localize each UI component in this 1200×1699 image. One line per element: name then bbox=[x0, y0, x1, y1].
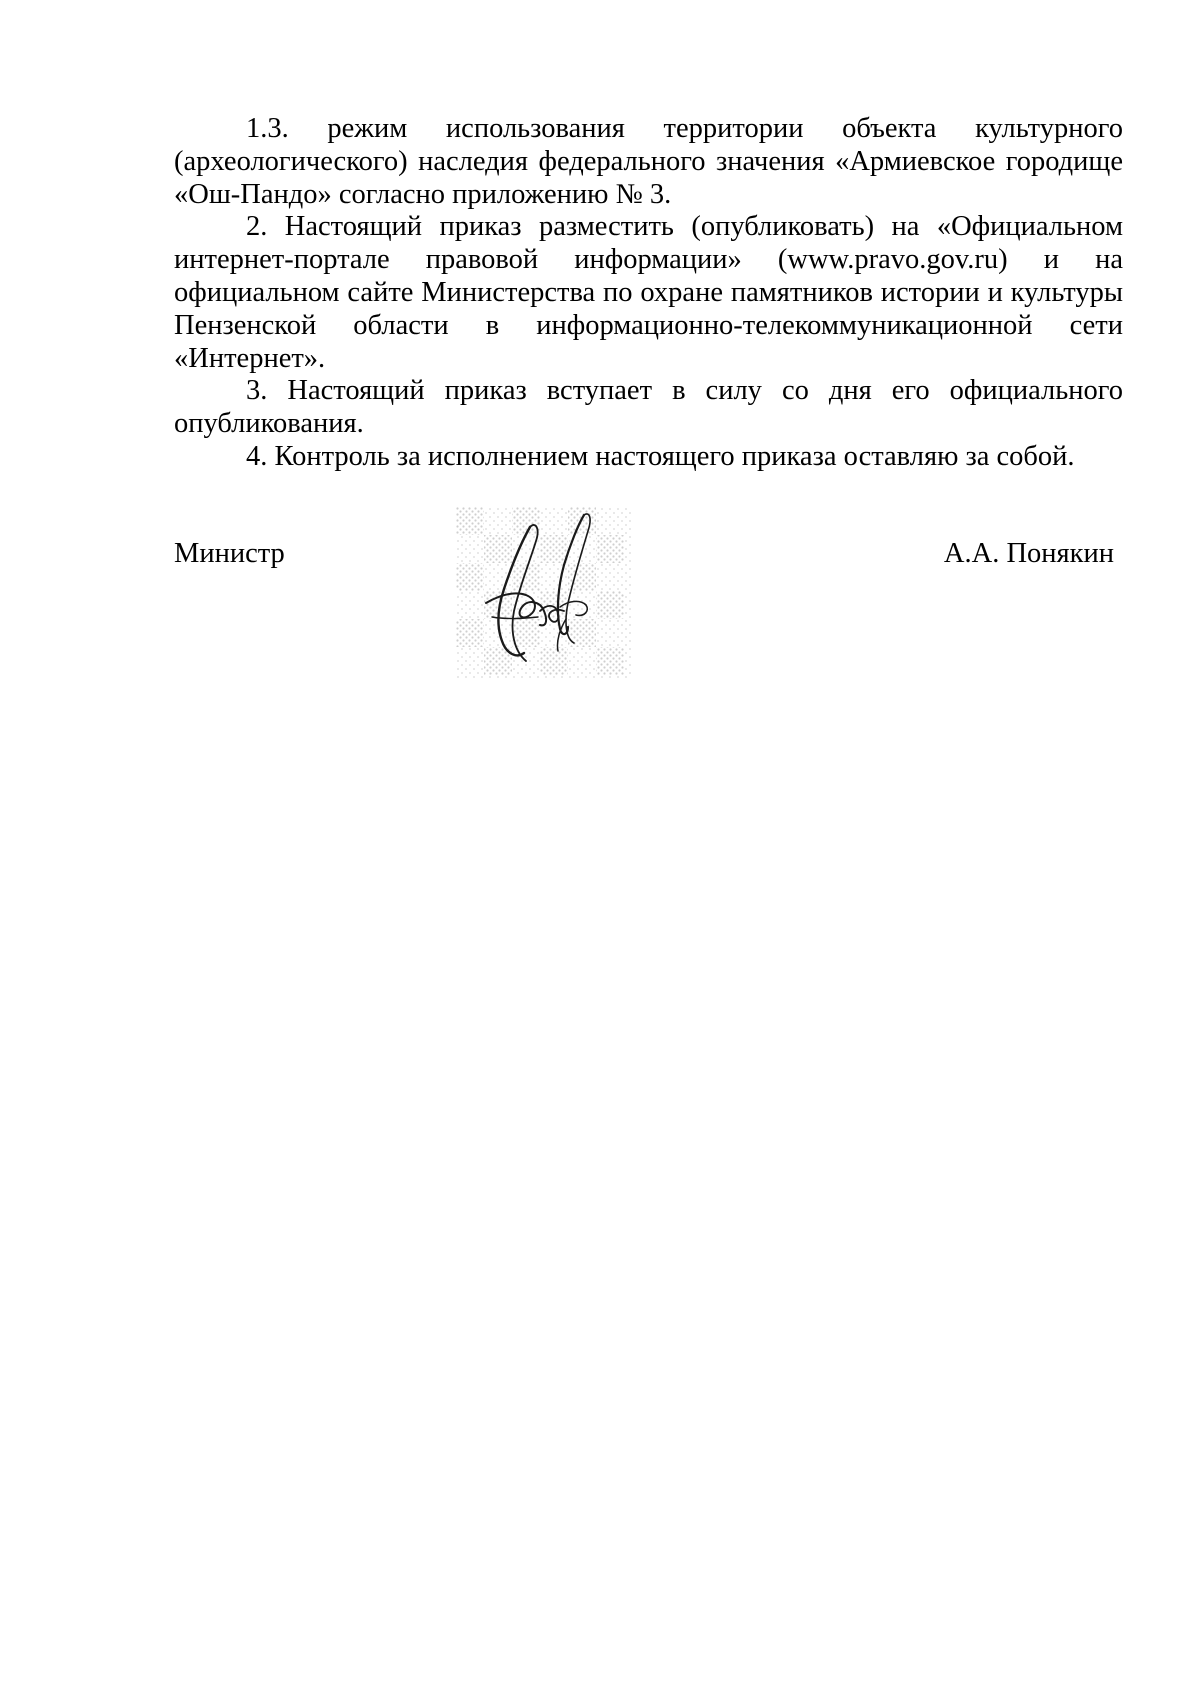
signer-position: Министр bbox=[174, 538, 285, 569]
paragraph-4: 4. Контроль за исполнением настоящего приказа оставляю за собой. bbox=[246, 440, 1075, 472]
signer-name: А.А. Понякин bbox=[943, 538, 1114, 569]
paragraph-2: 2. Настоящий приказ разместить (опубликовать) на «Официальном интернет-портале правовой информации» (www.pravo.gov.ru) и на официальном сайте Министерства по охране памятников истории и культуры Пензенской области в информационно-телекоммуникационной сети «Интернет». bbox=[174, 211, 1123, 374]
signature-icon bbox=[456, 507, 632, 679]
paragraph-3: 3. Настоящий приказ вступает в силу со дня его официального опубликования. bbox=[174, 375, 1123, 440]
document-body bbox=[174, 113, 1123, 474]
paragraph-1-3: 1.3. режим использования территории объекта культурного (археологического) наследия федерального значения «Армиевское городище «Ош-Пандо» согласно приложению № 3. bbox=[174, 113, 1123, 210]
